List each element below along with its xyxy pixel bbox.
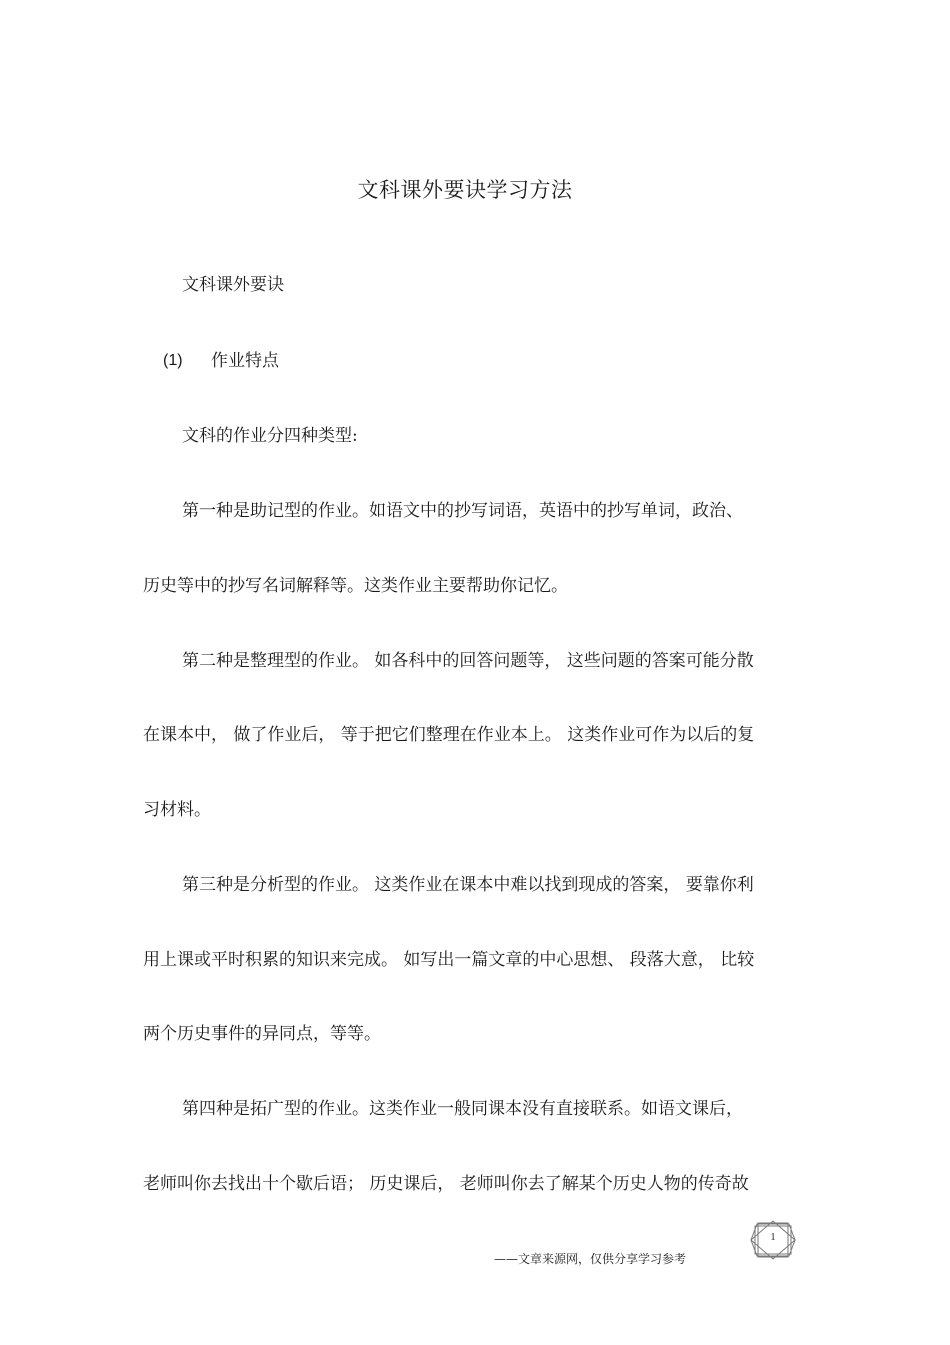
page-number-stamp: [749, 1220, 797, 1260]
page-number: 1: [770, 1232, 776, 1243]
paragraph-line: 第四种是拓广型的作业。这类作业一般同课本没有直接联系。如语文课后，: [182, 1099, 743, 1119]
paragraph-line: 两个历史事件的异同点，等等。: [143, 1024, 381, 1044]
section-heading: 文科课外要诀: [182, 275, 284, 295]
paragraph-line: 老师叫你去找出十个歇后语； 历史课后， 老师叫你去了解某个历史人物的传奇故: [143, 1174, 749, 1194]
subsection-label: 作业特点: [211, 351, 279, 371]
paragraph-line: 习材料。: [143, 800, 211, 820]
paragraph-line: 历史等中的抄写名词解释等。这类作业主要帮助你记忆。: [143, 576, 568, 596]
paragraph-line: 第二种是整理型的作业。 如各科中的回答问题等， 这些问题的答案可能分散: [182, 651, 754, 671]
paragraph-line: 第一种是助记型的作业。如语文中的抄写词语，英语中的抄写单词，政治、: [182, 501, 743, 521]
paragraph-line: 用上课或平时积累的知识来完成。 如写出一篇文章的中心思想、 段落大意， 比较: [143, 950, 755, 970]
paragraph-line: 第三种是分析型的作业。 这类作业在课本中难以找到现成的答案， 要靠你利: [182, 875, 754, 895]
footer-note: ——文章来源网，仅供分享学习参考: [494, 1252, 687, 1266]
paragraph-line: 在课本中， 做了作业后， 等于把它们整理在作业本上。 这类作业可作为以后的复: [143, 725, 755, 745]
paragraph-line: 文科的作业分四种类型:: [182, 426, 358, 446]
subsection-number: (1): [163, 352, 183, 369]
document-title: 文科课外要诀学习方法: [357, 178, 573, 202]
